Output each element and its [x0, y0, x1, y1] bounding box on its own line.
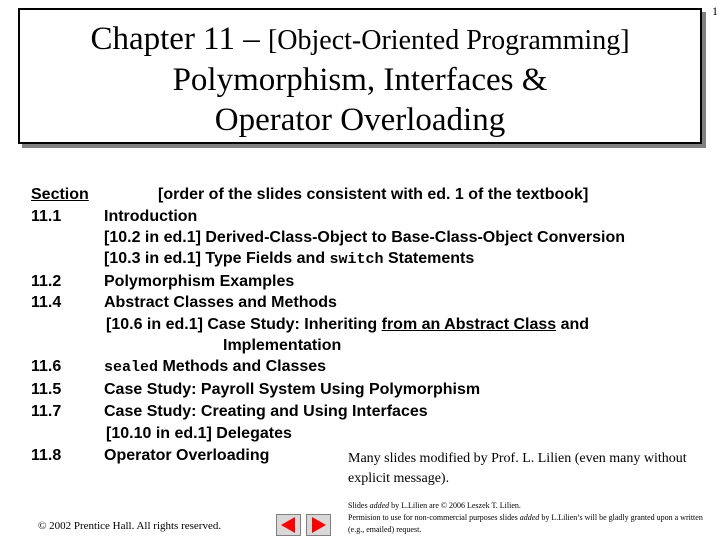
outline-subitem-continued: Implementation	[223, 337, 342, 354]
edition-ref: [10.3 in ed.1]	[104, 250, 201, 267]
code-keyword: switch	[329, 251, 384, 268]
notice-line-2: Permision to use for non-commercial purposes slides added by L.Lilien’s will be gladly granted upon a written (e.g., emailed) request.	[348, 513, 703, 534]
permission-notice	[348, 500, 708, 536]
item-number: 11.8	[31, 447, 62, 464]
outline-item: Operator Overloading	[104, 447, 270, 464]
title-line-2: Polymorphism, Interfaces &	[172, 62, 548, 98]
item-number: 11.5	[31, 381, 62, 398]
outline-subitem	[104, 228, 625, 248]
outline-item	[104, 357, 326, 378]
modification-note: Many slides modified by Prof. L. Lilien (even many without explicit message).	[348, 451, 687, 486]
underlined-text: from an Abstract Class	[381, 316, 557, 333]
order-note: [order of the slides consistent with ed. 1 of the textbook]	[158, 186, 589, 203]
section-header	[31, 185, 89, 205]
outline-item: Polymorphism Examples	[104, 273, 295, 290]
item-number: 11.1	[31, 208, 62, 225]
page-number: 1	[712, 4, 718, 18]
subitem-text: Derived-Class-Object to Base-Class-Object Conversion	[200, 229, 626, 246]
item-number: 11.6	[31, 358, 62, 375]
previous-slide-button[interactable]	[276, 514, 301, 536]
notice-line-1: Slides added by L.Lilien are © 2006 Leszek T. Lilien.	[348, 501, 521, 510]
outline-item: Introduction	[104, 208, 198, 225]
item-number: 11.7	[31, 403, 62, 420]
item-text: Methods and Classes	[158, 358, 327, 375]
outline-item: Case Study: Payroll System Using Polymorphism	[104, 381, 481, 398]
subitem-text: Statements	[383, 250, 475, 267]
chapter-label: Chapter 11 –	[90, 21, 260, 57]
edition-ref: [10.10 in ed.1]	[106, 425, 212, 442]
title-line-3: Operator Overloading	[214, 102, 506, 138]
code-keyword: sealed	[104, 359, 159, 376]
outline-subitem	[104, 249, 474, 270]
right-arrow-icon	[307, 515, 330, 535]
title-bracket-note: [Object-Oriented Programming]	[267, 25, 630, 56]
subitem-text: Type Fields and	[200, 250, 330, 267]
item-number: 11.2	[31, 273, 62, 290]
title-line-1	[20, 20, 700, 60]
item-number: 11.4	[31, 294, 62, 311]
outline-subitem	[106, 315, 589, 335]
subitem-text: and	[556, 316, 590, 333]
edition-ref: [10.6 in ed.1]	[106, 316, 203, 333]
section-label: Section	[31, 186, 89, 203]
outline-item: Case Study: Creating and Using Interfaces	[104, 403, 428, 420]
outline-item: Abstract Classes and Methods	[104, 294, 337, 311]
left-arrow-icon	[277, 515, 300, 535]
edition-ref: [10.2 in ed.1]	[104, 229, 201, 246]
outline-subitem	[106, 424, 292, 444]
subitem-text: Case Study: Inheriting	[202, 316, 382, 333]
title-box	[18, 8, 702, 144]
copyright-text: © 2002 Prentice Hall. All rights reserved.	[38, 520, 222, 532]
subitem-text: Delegates	[211, 425, 292, 442]
next-slide-button[interactable]	[306, 514, 331, 536]
